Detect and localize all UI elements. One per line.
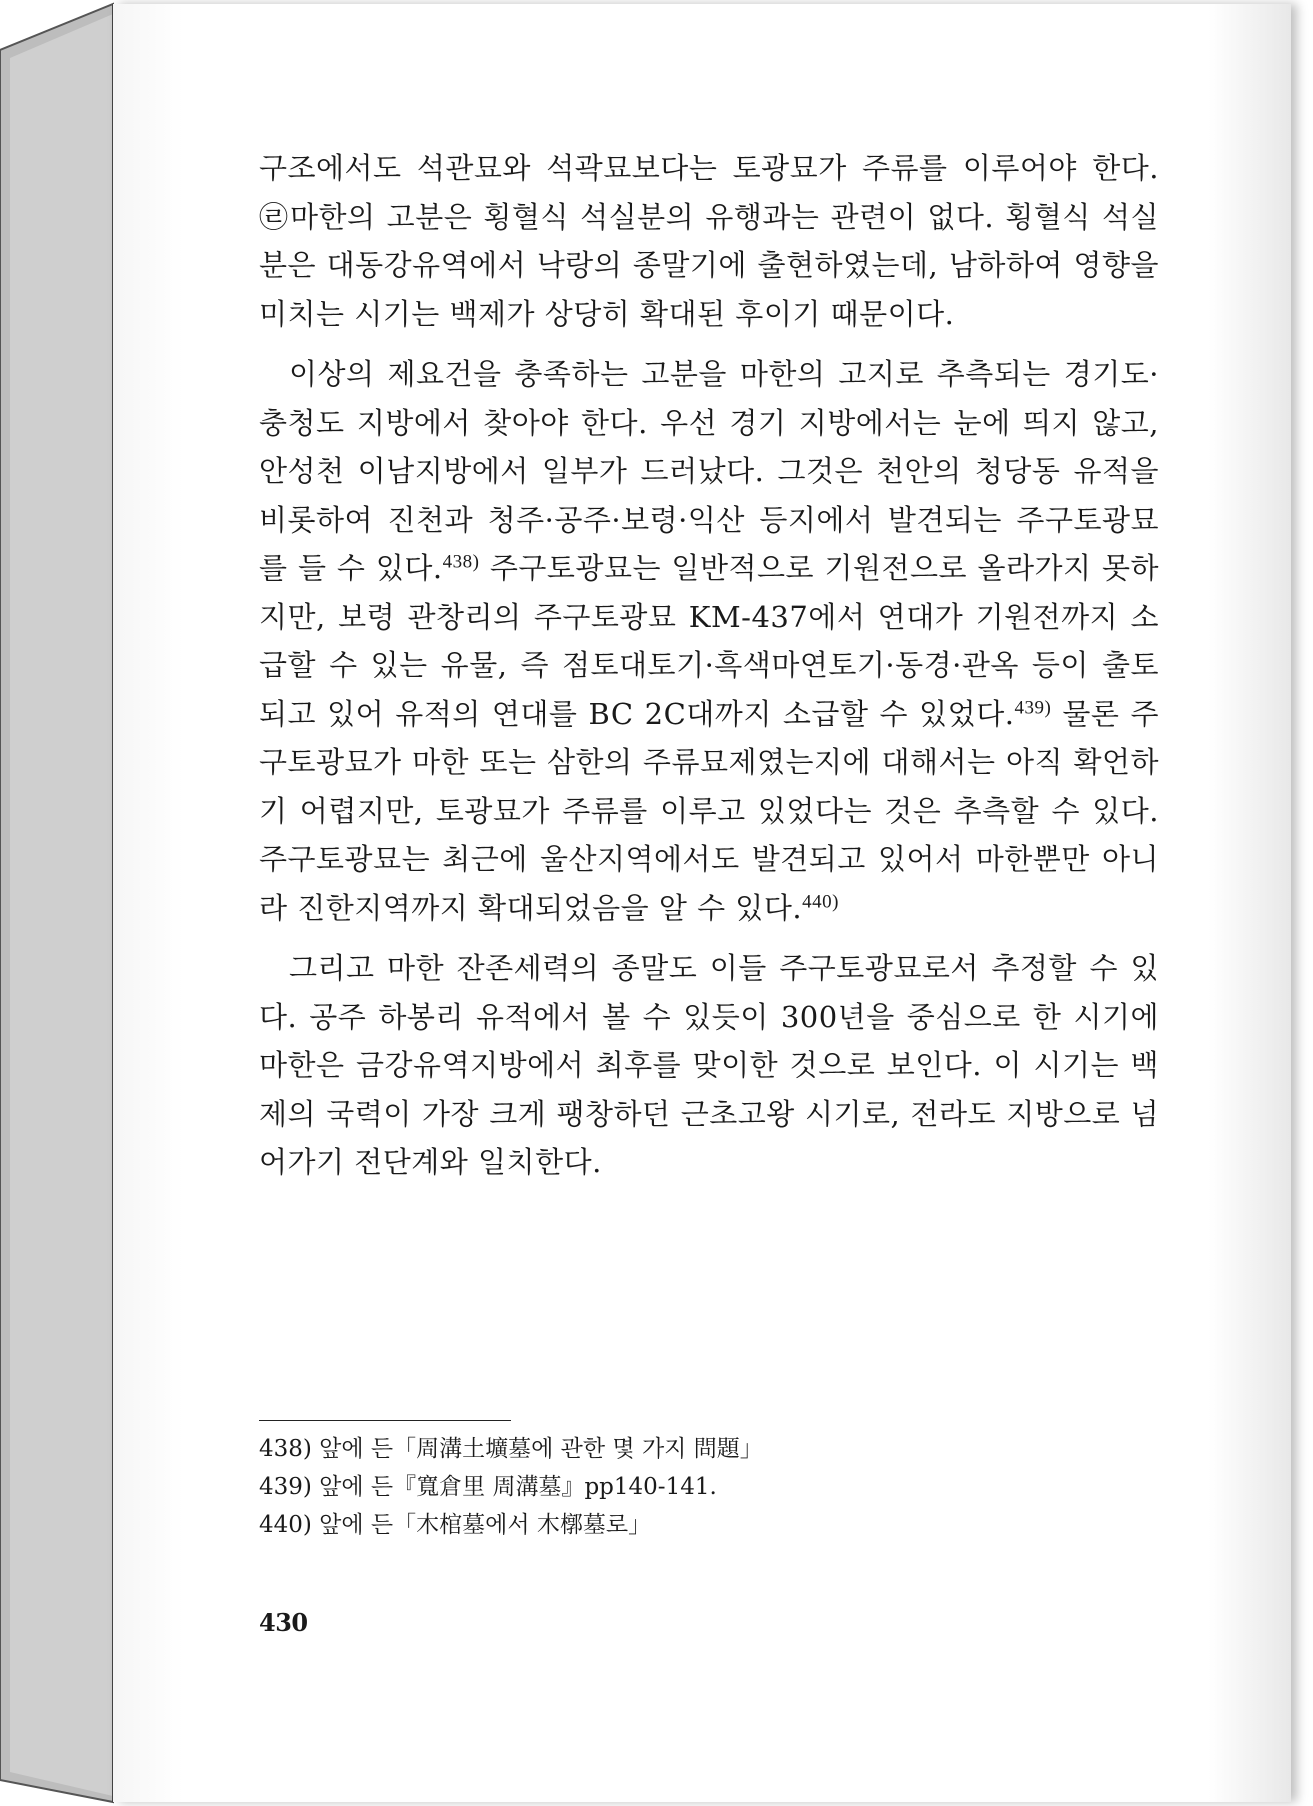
paragraph-2-part-2: 주구토광묘는 일반적으로 기원전으로 올라가지 못하지만, 보령 관창리의 주구토광묘 KM-437에서 연대가 기원전까지 소급할 수 있는 유물, 즉 점토대토기·흑색마연토기·동경·관옥 등이 출토되고 있어 유적의 연대를 BC 2C대까지 소급할 수 있었다. [259,551,1159,731]
body-text [259,144,1159,1199]
paragraph-2 [259,350,1159,932]
footnote-440: 440) 앞에 든「木棺墓에서 木槨墓로」 [259,1512,652,1538]
footnote-438: 438) 앞에 든「周溝土壙墓에 관한 몇 가지 問題」 [259,1436,763,1462]
footnotes [259,1430,1159,1544]
paragraph-2-part-1: 이상의 제요건을 충족하는 고분을 마한의 고지로 추측되는 경기도·충청도 지방에서 찾아야 한다. 우선 경기 지방에서는 눈에 띄지 않고, 안성천 이남지방에서 일부가 드러났다. 그것은 천안의 청당동 유적을 비롯하여 진천과 청주·공주·보령·익산 등지에서 발견되는 주구토광묘를 들 수 있다. [259,357,1159,585]
footnote-439: 439) 앞에 든『寬倉里 周溝墓』pp140-141. [259,1474,717,1500]
paragraph-2-part-3: 물론 주구토광묘가 마한 또는 삼한의 주류묘제였는지에 대해서는 아직 확언하기 어렵지만, 토광묘가 주류를 이루고 있었다는 것은 추측할 수 있다. 주구토광묘는 최근에 울산지역에서도 발견되고 있어서 마한뿐만 아니라 진한지역까지 확대되었음을 알 수 있다. [259,696,1159,925]
paragraph-3: 그리고 마한 잔존세력의 종말도 이들 주구토광묘로서 추정할 수 있다. 공주 하봉리 유적에서 볼 수 있듯이 300년을 중심으로 한 시기에 마한은 금강유역지방에서 최후를 맞이한 것으로 보인다. 이 시기는 백제의 국력이 가장 크게 팽창하던 근초고왕 시기로, 전라도 지방으로 넘어가기 전단계와 일치한다. [259,951,1159,1179]
page-number: 430 [259,1608,308,1637]
footnote-ref-439: 439) [1014,696,1052,718]
footnote-divider [259,1420,511,1421]
footnote-ref-438: 438) [442,551,480,573]
footnote-ref-440: 440) [802,890,839,912]
paragraph-1: 구조에서도 석관묘와 석곽묘보다는 토광묘가 주류를 이루어야 한다. ㉣마한의 고분은 횡혈식 석실분의 유행과는 관련이 없다. 횡혈식 석실분은 대동강유역에서 낙랑의 종말기에 출현하였는데, 남하하여 영향을 미치는 시기는 백제가 상당히 확대된 후이기 때문이다. [259,151,1159,331]
